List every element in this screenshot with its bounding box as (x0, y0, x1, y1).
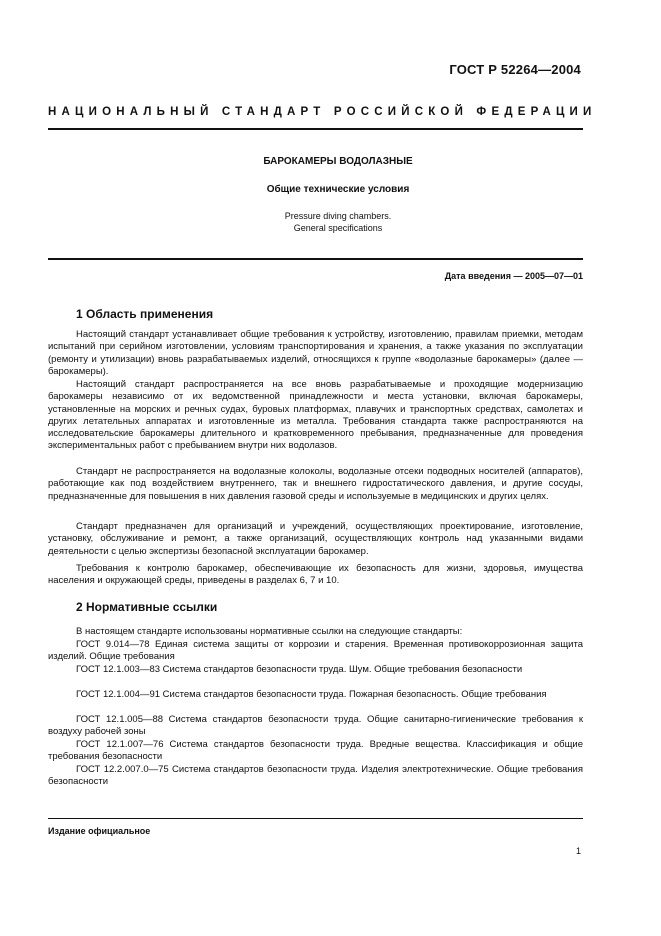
section-2-intro: В настоящем стандарте использованы нормативные ссылки на следующие стандарты: (76, 626, 463, 637)
section-1-paragraph-1: Настоящий стандарт устанавливает общие требования к устройству, изготовлению, правилам приемки, методам испытаний при серийном изготовлении, условиям транспортирования и хранения, а также указания по эксплуатации (ремонту и утилизации) вновь разрабатываемых изделий, относящихся к группе «водолазные барокамеры» (далее — барокамеры). (48, 329, 583, 377)
page-number: 1 (575, 846, 581, 856)
title-divider (48, 258, 583, 260)
english-title-line-2: General specifications (293, 223, 383, 233)
reference-item: ГОСТ 9.014—78 Единая система защиты от коррозии и старения. Временная противокоррозионная защита изделий. Общие требования (48, 639, 583, 663)
reference-item: ГОСТ 12.1.004—91 Система стандартов безопасности труда. Пожарная безопасность. Общие требования (76, 689, 547, 700)
reference-item: ГОСТ 12.1.005—88 Система стандартов безопасности труда. Общие санитарно-гигиенические требования к воздуху рабочей зоны (48, 714, 583, 738)
introduction-date: Дата введения — 2005—07—01 (444, 271, 583, 281)
reference-item: ГОСТ 12.1.007—76 Система стандартов безопасности труда. Вредные вещества. Классификация и общие требования безопасности (48, 739, 583, 763)
national-standard-title: НАЦИОНАЛЬНЫЙ СТАНДАРТ РОССИЙСКОЙ ФЕДЕРАЦИИ (48, 106, 597, 118)
document-number: ГОСТ Р 52264—2004 (449, 62, 581, 77)
section-1-paragraph-2: Настоящий стандарт распространяется на все вновь разрабатываемые и проходящие модернизацию барокамеры независимо от их ведомственной принадлежности и места установки, включая барокамеры, установленные на морских и речных судах, буровых платформах, плавучих и транспортных средствах, самолетах и других летательных аппаратах и изготовленные из металла. Требования стандарта также распространяются на исследовательские барокамеры длительного и кратковременного пребывания, предназначенные для проведения экспериментальных работ с пребыванием внутри них водолазов. (48, 379, 583, 452)
section-1-paragraph-5: Требования к контролю барокамер, обеспечивающие их безопасность для жизни, здоровья, имущества населения и окружающей среды, приведены в разделах 6, 7 и 10. (48, 563, 583, 587)
english-title-line-1: Pressure diving chambers. (284, 211, 392, 221)
section-1-paragraph-4: Стандарт предназначен для организаций и учреждений, осуществляющих проектирование, изготовление, установку, обслуживание и ремонт, а также организаций, осуществляющих контроль над указанными видами деятельности с целью экспертизы безопасной эксплуатации барокамер. (48, 521, 583, 557)
section-2-heading: 2 Нормативные ссылки (76, 600, 218, 614)
footer-divider (48, 818, 583, 819)
official-edition-label: Издание официальное (48, 826, 151, 836)
reference-item: ГОСТ 12.2.007.0—75 Система стандартов безопасности труда. Изделия электротехнические. Общие требования безопасности (48, 764, 583, 788)
standard-title: БАРОКАМЕРЫ ВОДОЛАЗНЫЕ (263, 156, 413, 167)
section-1-heading: 1 Область применения (76, 307, 214, 321)
standard-subtitle: Общие технические условия (266, 184, 410, 195)
section-1-paragraph-3: Стандарт не распространяется на водолазные колоколы, водолазные отсеки подводных носителей (аппаратов), работающие как под воздействием внутреннего, так и внешнего гидростатического давления, и другие сосуды, предназначенные для повышения в них давления газовой среды и используемые в медицинских и других целях. (48, 466, 583, 502)
standard-title-english (48, 210, 628, 234)
header-divider (48, 128, 583, 130)
reference-item: ГОСТ 12.1.003—83 Система стандартов безопасности труда. Шум. Общие требования безопасности (76, 664, 523, 675)
